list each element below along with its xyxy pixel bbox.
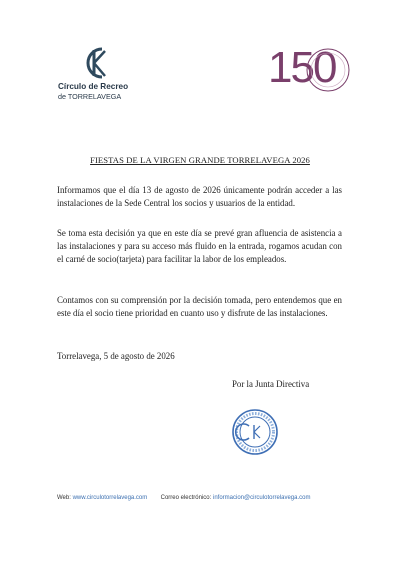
anniversary-logo [268, 44, 352, 96]
footer-contact [57, 495, 310, 501]
notice-paragraph-2: Se toma esta decisión ya que en este día se prevé gran afluencia de asistencia a las instalaciones y para su acceso más fluido en la entrada, rogamos acudan con el carné de socio(tarjeta) para facilitar la labor de los empleados. [57, 228, 342, 264]
official-stamp [230, 407, 280, 457]
footer-email-link[interactable]: informacion@circulotorrelavega.com [213, 495, 311, 501]
footer-web-link[interactable]: www.circulotorrelavega.com [72, 495, 148, 501]
signature-line: Por la Junta Directiva [232, 379, 310, 389]
club-logo-subtitle: de TORRELAVEGA [58, 92, 122, 101]
footer-web-label: Web: [57, 495, 71, 501]
club-logo-name: Círculo de Recreo [58, 82, 129, 91]
notice-paragraph-1: Informamos que el día 13 de agosto de 2026 únicamente podrán acceder a las instalaciones de la Sede Central los socios y usuarios de la entidad. [57, 185, 342, 208]
footer-email-label: Correo electrónico: [160, 495, 212, 501]
notice-paragraph-3: Contamos con su comprensión por la decisión tomada, pero entendemos que en este día el socio tiene prioridad en cuanto uso y disfrute de las instalaciones. [57, 295, 342, 318]
place-date: Torrelavega, 5 de agosto de 2026 [57, 351, 175, 361]
club-monogram-icon [78, 44, 114, 82]
club-logo [58, 44, 138, 102]
anniversary-ring-icon [268, 44, 352, 96]
anniversary-number: 150 [268, 43, 336, 92]
club-stamp-icon [230, 407, 280, 457]
notice-title: FIESTAS DE LA VIRGEN GRANDE TORRELAVEGA 2026 [90, 155, 310, 165]
